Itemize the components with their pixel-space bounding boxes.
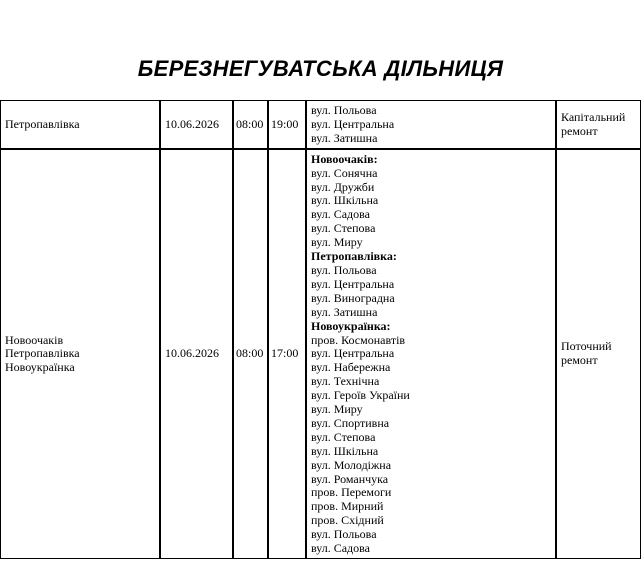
street-item: вул. Миру bbox=[311, 402, 363, 417]
street-item: пров. Перемоги bbox=[311, 485, 392, 500]
end-time-cell: 19:00 bbox=[268, 100, 306, 149]
street-item: вул. Центральна bbox=[311, 276, 395, 291]
settlement-heading: Новоукраїнка: bbox=[311, 318, 391, 333]
street-item: вул. Набережна bbox=[311, 360, 391, 375]
streets-cell bbox=[306, 149, 556, 559]
table-row bbox=[0, 149, 641, 559]
streets-cell bbox=[306, 100, 556, 149]
street-item: вул. Шкільна bbox=[311, 193, 379, 208]
street-item: пров. Космонавтів bbox=[311, 332, 406, 347]
work-type-text: ремонт bbox=[561, 353, 598, 368]
street-item: вул. Центральна bbox=[311, 346, 395, 361]
street-item: пров. Мирний bbox=[311, 499, 384, 514]
street-item: вул. Сонячна bbox=[311, 165, 378, 180]
work-type-text: Поточний bbox=[561, 339, 612, 354]
end-time-cell: 17:00 bbox=[268, 149, 306, 559]
street-item: вул. Садова bbox=[311, 207, 370, 222]
street-item: вул. Миру bbox=[311, 235, 363, 250]
settlements-cell bbox=[0, 149, 160, 559]
settlement-name: Новоукраїнка bbox=[5, 360, 75, 375]
street-item: вул. Дружби bbox=[311, 179, 375, 194]
work-type-cell bbox=[556, 149, 641, 559]
start-time-cell: 08:00 bbox=[233, 100, 268, 149]
street-item: вул. Спортивна bbox=[311, 415, 390, 430]
street-item: вул. Польова bbox=[311, 262, 377, 277]
date-cell: 10.06.2026 bbox=[160, 149, 233, 559]
outage-schedule-table bbox=[0, 100, 641, 559]
settlements-cell bbox=[0, 100, 160, 149]
street-item: вул. Героїв України bbox=[311, 388, 410, 403]
street-item: вул. Центральна bbox=[311, 116, 395, 131]
street-item: вул. Технічна bbox=[311, 374, 380, 389]
street-item: вул. Шкільна bbox=[311, 443, 379, 458]
street-item: пров. Східний bbox=[311, 513, 384, 528]
street-item: вул. Степова bbox=[311, 429, 376, 444]
settlement-heading: Новоочаків: bbox=[311, 151, 378, 166]
street-item: вул. Романчука bbox=[311, 471, 389, 486]
work-type-text: Капітальний bbox=[561, 109, 626, 124]
table-row bbox=[0, 100, 641, 149]
street-item: вул. Польова bbox=[311, 527, 377, 542]
street-item: вул. Садова bbox=[311, 541, 370, 556]
settlement-name: Новоочаків bbox=[5, 332, 64, 347]
settlement-name: Петропавлівка bbox=[5, 346, 80, 361]
page-title: БЕРЕЗНЕГУВАТСЬКА ДІЛЬНИЦЯ bbox=[137, 56, 504, 81]
work-type-text: ремонт bbox=[561, 123, 598, 138]
street-item: вул. Затишна bbox=[311, 130, 378, 145]
street-item: вул. Затишна bbox=[311, 304, 378, 319]
start-time-cell: 08:00 bbox=[233, 149, 268, 559]
settlement-heading: Петропавлівка: bbox=[311, 249, 397, 264]
work-type-cell bbox=[556, 100, 641, 149]
date-cell: 10.06.2026 bbox=[160, 100, 233, 149]
settlement-name: Петропавлівка bbox=[5, 116, 80, 131]
street-item: вул. Польова bbox=[311, 103, 377, 117]
street-item: вул. Молодіжна bbox=[311, 457, 392, 472]
street-item: вул. Виноградна bbox=[311, 290, 395, 305]
street-item: вул. Степова bbox=[311, 221, 376, 236]
